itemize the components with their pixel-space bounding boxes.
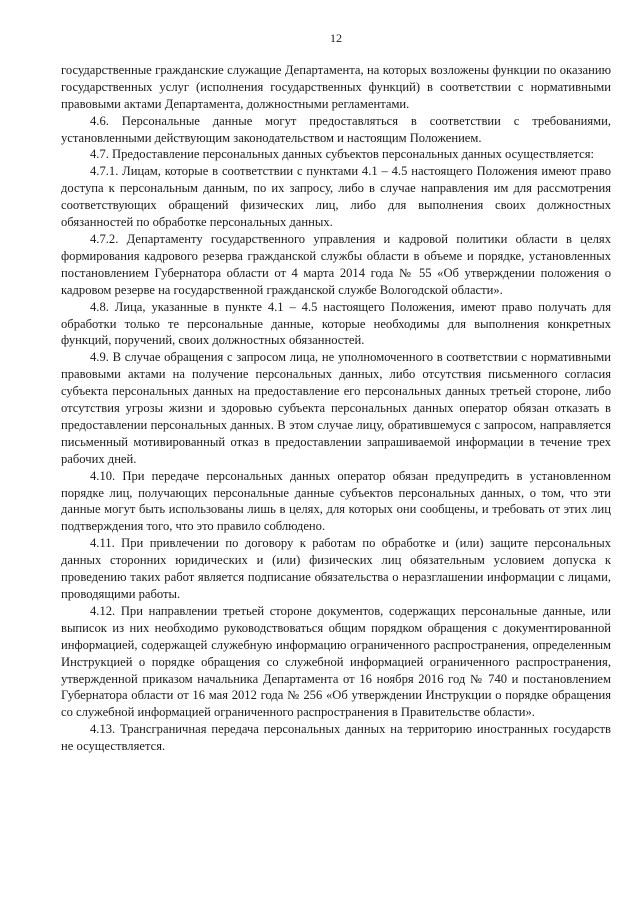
paragraph-4-6: 4.6. Персональные данные могут предоставляться в соответствии с требованиями, установленными действующим законодательством и настоящим Положением.	[61, 113, 611, 145]
paragraph-4-11: 4.11. При привлечении по договору к работам по обработке и (или) защите персональных данных сторонних юридических и (или) физических лиц обязательным условием допуска к проведению таких работ является подписание обязательства о неразглашении информации с лицами, проводящими работы.	[61, 536, 611, 601]
paragraph-continuation: государственные гражданские служащие Департамента, на которых возложены функции по оказанию государственных услуг (исполнения государственных функций) в соответствии с нормативными правовыми актами Департамента, должностными регламентами.	[61, 62, 611, 111]
paragraph-4-7-2: 4.7.2. Департаменту государственного управления и кадровой политики области в целях формирования кадрового резерва гражданской службы области в объеме и порядке, установленных постановлением Губернатора области от 4 марта 2014 года № 55 «Об утверждении положения о кадровом резерве на государственной гражданской службе Вологодской области».	[61, 231, 611, 297]
paragraph-4-9: 4.9. В случае обращения с запросом лица, не уполномоченного в соответствии с нормативными правовыми актами на получение персональных данных, либо отсутствия письменного согласия субъекта персональных данных на предоставление его персональных данных третьей стороне, либо отсутствия угрозы жизни и здоровью субъекта персональных данных оператор обязан отказать в предоставлении персональных данных. В этом случае лицу, обратившемуся с запросом, направляется письменный мотивированный отказ в предоставлении запрашиваемой информации в течение трех рабочих дней.	[61, 350, 611, 466]
page-number: 12	[330, 31, 342, 45]
paragraph-4-8: 4.8. Лица, указанные в пункте 4.1 – 4.5 настоящего Положения, имеют право получать для обработки только те персональные данные, которые необходимы для выполнения конкретных функций, поручений, своих должностных обязанностей.	[61, 299, 611, 348]
paragraph-4-10: 4.10. При передаче персональных данных оператор обязан предупредить в установленном порядке лиц, получающих персональные данные субъектов персональных данных, о том, что эти данные могут быть использованы лишь в целях, для которых они сообщены, и требовать от этих лиц подтверждения того, что это правило соблюдено.	[61, 468, 611, 534]
paragraph-4-13: 4.13. Трансграничная передача персональных данных на территорию иностранных государств не осуществляется.	[61, 722, 611, 754]
paragraph-4-7: 4.7. Предоставление персональных данных субъектов персональных данных осуществляется:	[90, 147, 595, 162]
document-page	[61, 30, 611, 755]
paragraph-4-7-1: 4.7.1. Лицам, которые в соответствии с пунктами 4.1 – 4.5 настоящего Положения имеют право доступа к персональным данным, по их запросу, либо в случае направления им для рассмотрения соответствующих обращений физических лиц, либо для выполнения своих должностных обязанностей по обработке персональных данных.	[61, 164, 611, 230]
paragraph-4-12: 4.12. При направлении третьей стороне документов, содержащих персональные данные, или выписок из них необходимо руководствоваться общим порядком обращения с документированной информацией, содержащей служебную информацию ограниченного распространения, определенным Инструкцией о порядке обращения со служебной информацией ограниченного распространения, утвержденной приказом начальника Департамента от 16 ноября 2016 год № 740 и постановлением Губернатора области от 16 мая 2012 года № 256 «Об утверждении Инструкции о порядке обращения со служебной информацией ограниченного распространения в Правительстве области».	[61, 603, 611, 720]
